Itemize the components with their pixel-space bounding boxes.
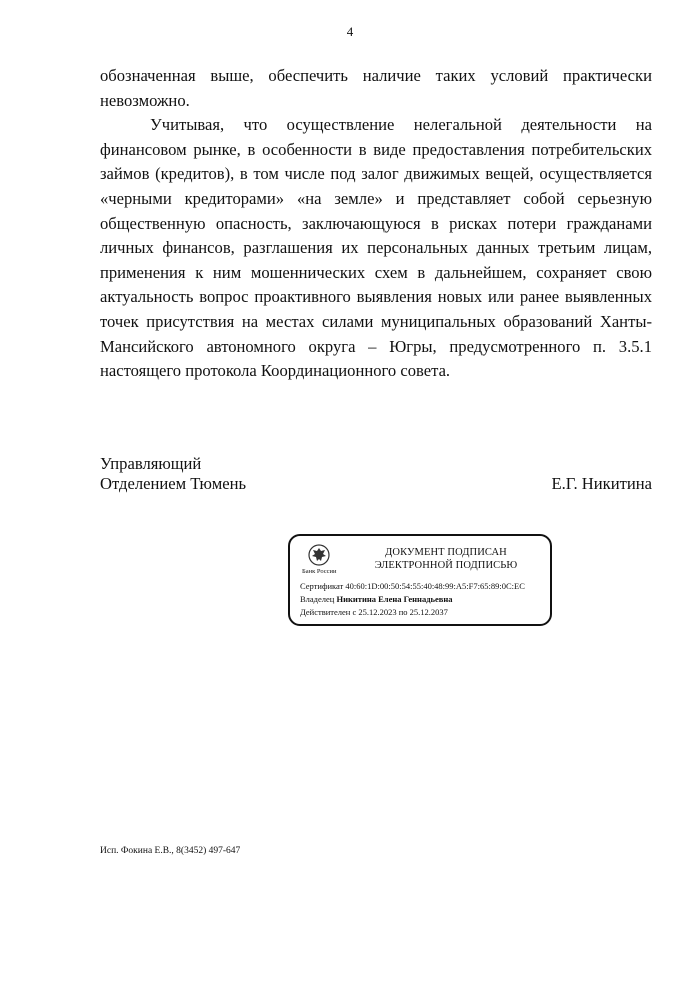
valid-label: Действителен с xyxy=(300,607,357,617)
position-line-1: Управляющий xyxy=(100,454,202,473)
owner-label: Владелец xyxy=(300,594,335,604)
valid-to-label: по xyxy=(398,607,408,617)
eagle-emblem-icon xyxy=(308,544,330,566)
stamp-title xyxy=(346,546,546,572)
bank-logo xyxy=(302,544,336,576)
stamp-title-line-1: ДОКУМЕНТ ПОДПИСАН xyxy=(385,547,507,558)
bank-name: Банк России xyxy=(302,568,337,575)
certificate-label: Сертификат xyxy=(300,581,344,591)
owner-line xyxy=(300,593,525,606)
owner-value: Никитина Елена Геннадьевна xyxy=(336,594,453,604)
paragraph-2: Учитывая, что осуществление нелегальной деятельности на финансовом рынке, в особенности в виде предоставления потребительских займов (кредитов), в том числе под залог движимых вещей, осуществляется «черными кредиторами» «на земле» и представляет собой серьезную общественную опасность, заключающуюся в рисках потери гражданами личных финансов, разглашения их персональных данных третьим лицам, применения к ним мошеннических схем в дальнейшем, сохраняет свою актуальность вопрос проактивного выявления новых или ранее выявленных точек присутствия на местах силами муниципальных образований Ханты-Мансийского автономного округа – Югры, предусмотренного п. 3.5.1 настоящего протокола Координационного совета. xyxy=(100,115,652,381)
signatory-position xyxy=(100,454,246,494)
validity-line xyxy=(300,606,525,619)
page-number: 4 xyxy=(346,24,354,39)
certificate-value: 40:60:1D:00:50:54:55:40:48:99:A5:F7:65:89:0C:EC xyxy=(345,581,525,591)
signatory-name: Е.Г. Никитина xyxy=(551,474,652,493)
executor-contact: Исп. Фокина Е.В., 8(3452) 497-647 xyxy=(100,846,241,856)
paragraph-1: обозначенная выше, обеспечить наличие таких условий практически невозможно. xyxy=(100,66,652,110)
document-body xyxy=(100,64,652,384)
stamp-title-line-2: ЭЛЕКТРОННОЙ ПОДПИСЬЮ xyxy=(374,560,518,571)
electronic-signature-stamp xyxy=(288,534,552,626)
stamp-details xyxy=(300,580,525,619)
valid-from: 25.12.2023 xyxy=(358,607,397,617)
certificate-line xyxy=(300,580,525,593)
valid-to: 25.12.2037 xyxy=(409,607,448,617)
position-line-2: Отделением Тюмень xyxy=(100,474,247,493)
